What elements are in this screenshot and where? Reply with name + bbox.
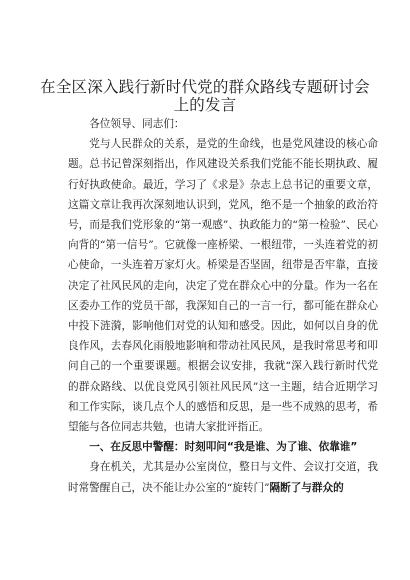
body-paragraph-last [68,457,378,497]
document-body [68,114,378,498]
section-heading: 一、在反思中警醒：时刻叩问“我是谁、为了谁、依靠谁” [89,441,358,454]
paragraph-text: 身在机关，尤其是办公室岗位，整日与文件、会议打交道，我时常警醒自己，决不能让办公室的“旋转门” [68,461,378,494]
document-title: 在全区深入践行新时代党的群众路线专题研讨会上的发言 [40,78,370,114]
body-paragraph: 党与人民群众的关系，是党的生命线，也是党风建设的核心命题。总书记曾深刻指出，作风建设关系我们党能不能长期执政、履行好执政使命。最近，学习了《求是》杂志上总书记的重要文章，这篇文章让我再次深刻地认识到，党风，绝不是一个抽象的政治符号，而是我们党形象的“第一观感”、执政能力的“第一检验”、民心向背的“第一信号”。它就像一座桥梁、一根纽带，一头连着党的初心使命，一头连着万家灯火。桥梁是否坚固，纽带是否牢靠，直接决定了社风民风的走向，决定了党在群众心中的分量。作为一名在区委办工作的党员干部，我深知自己的一言一行，都可能在群众心中投下涟漪，影响他们对党的认知和感受。因此，如何以自身的优良作风，去春风化雨般地影响和带动社风民风，是我时常思考和叩问自己的一个重要课题。根据会议安排，我就“深入践行新时代党的群众路线、以优良党风引领社风民风”这一主题，结合近期学习和工作实际，谈几点个人的感悟和反思，是一些不成熟的思考，希望能与各位同志共勉，也请大家批评指正。 [68,138,378,434]
paragraph-bold-text: 隔断了与群众的 [269,481,344,494]
salutation: 各位领导、同志们： [89,118,185,130]
